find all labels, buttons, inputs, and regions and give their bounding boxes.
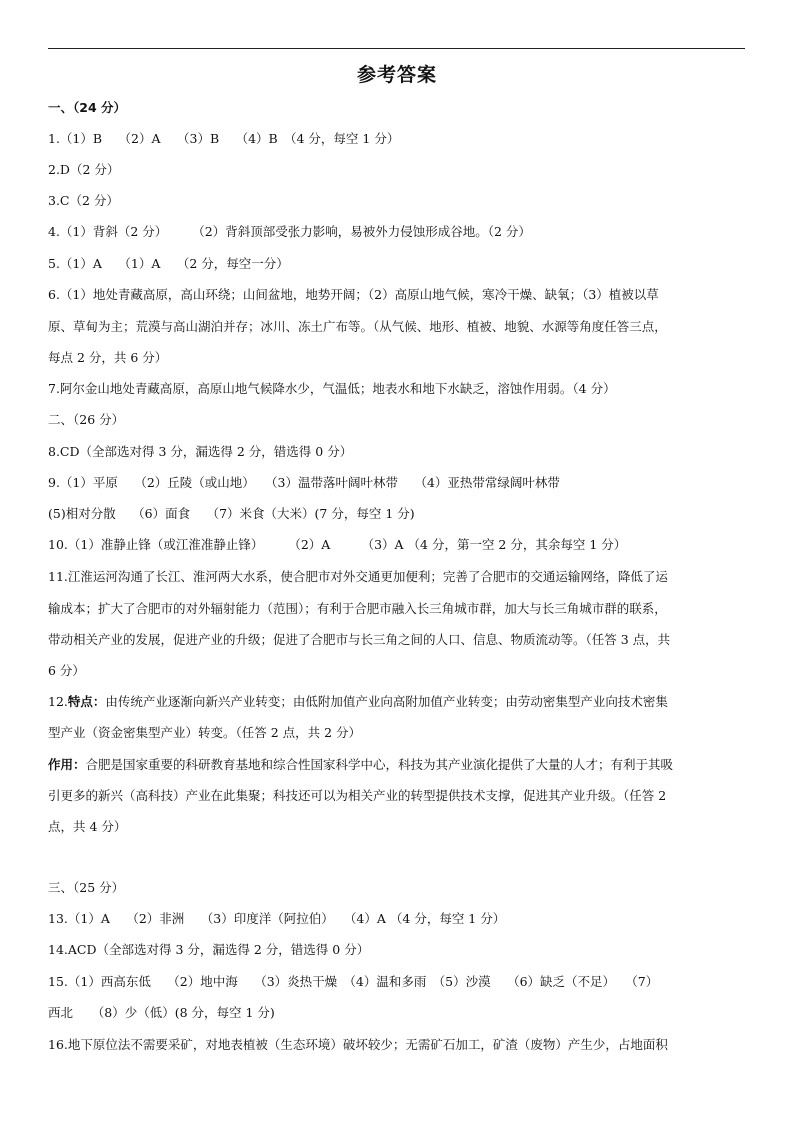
answer-q15-line2: 西北 （8）少（低）(8 分，每空 1 分) bbox=[48, 1005, 275, 1020]
section-heading-3: 三、（25 分） bbox=[48, 880, 125, 895]
answer-q11-line1: 11.江淮运河沟通了长江、淮河两大水系，使合肥市对外交通更加便利；完善了合肥市的交通运输网络，降低了运 bbox=[48, 569, 668, 584]
answer-q14: 14.ACD（全部选对得 3 分，漏选得 2 分，错选得 0 分） bbox=[48, 942, 370, 957]
answer-q11-line2: 输成本；扩大了合肥市的对外辐射能力（范围）；有利于合肥市融入长三角城市群，加大与长三角城市群的联系， bbox=[48, 601, 667, 616]
section-heading-2: 二、（26 分） bbox=[48, 412, 125, 427]
answer-q6-line2: 原、草甸为主；荒漠与高山湖泊并存；冰川、冻土广布等。（从气候、地形、植被、地貌、水源等角度任答三点， bbox=[48, 319, 667, 334]
answer-q12-line1 bbox=[48, 694, 748, 710]
answer-q9-line1: 9.（1）平原 （2）丘陵（或山地） （3）温带落叶阔叶林带 （4）亚热带常绿阔叶林带 bbox=[48, 475, 560, 490]
answer-q12-label-features: 特点： bbox=[67, 694, 106, 709]
answer-q10: 10.（1）准静止锋（或江淮准静止锋） （2）A （3）A （4 分，第一空 2 分，其余每空 1 分） bbox=[48, 537, 627, 552]
answer-q15-line1: 15.（1）西高东低 （2）地中海 （3）炎热干燥 （4）温和多雨 （5）沙漠 （6）缺乏（不足） （7） bbox=[48, 974, 659, 989]
answer-q12-number: 12. bbox=[48, 694, 68, 709]
page-title: 参考答案 bbox=[356, 64, 437, 86]
answer-q12-line5: 点，共 4 分） bbox=[48, 819, 127, 834]
answer-q12-line4: 引更多的新兴（高科技）产业在此集聚；科技还可以为相关产业的转型提供技术支撑，促进其产业升级。（任答 2 bbox=[48, 788, 667, 803]
answer-q4: 4.（1）背斜（2 分） （2）背斜顶部受张力影响，易被外力侵蚀形成谷地。（2 分） bbox=[48, 224, 531, 239]
answer-q8: 8.CD（全部选对得 3 分，漏选得 2 分，错选得 0 分） bbox=[48, 444, 353, 459]
header-rule bbox=[48, 48, 745, 49]
answer-q12-features-text: 由传统产业逐渐向新兴产业转变；由低附加值产业向高附加值产业转变；由劳动密集型产业向技术密集 bbox=[105, 694, 668, 709]
answer-q6-line1: 6.（1）地处青藏高原，高山环绕；山间盆地，地势开阔；（2）高原山地气候，寒冷干燥、缺氧；（3）植被以草 bbox=[48, 287, 659, 302]
answer-q16-line1: 16.地下原位法不需要采矿，对地表植被（生态环境）破坏较少；无需矿石加工，矿渣（废物）产生少，占地面积 bbox=[48, 1037, 668, 1052]
answer-q5: 5.（1）A （1）A （2 分，每空一分） bbox=[48, 256, 289, 271]
answer-q11-line4: 6 分） bbox=[48, 663, 85, 678]
answer-q7: 7.阿尔金山地处青藏高原，高原山地气候降水少，气温低；地表水和地下水缺乏，溶蚀作用弱。（4 分） bbox=[48, 381, 616, 396]
answer-q12-line2: 型产业（资金密集型产业）转变。（任答 2 点，共 2 分） bbox=[48, 725, 362, 740]
answer-q2: 2.D（2 分） bbox=[48, 162, 120, 177]
answer-q12-role-text: 合肥是国家重要的科研教育基地和综合性国家科学中心，科技为其产业演化提供了大量的人才；有利于其吸 bbox=[85, 757, 674, 772]
answer-q13: 13.（1）A （2）非洲 （3）印度洋（阿拉伯） （4）A （4 分，每空 1 分） bbox=[48, 911, 506, 926]
answer-q12-label-role: 作用： bbox=[48, 757, 86, 772]
section-heading-1: 一、（24 分） bbox=[48, 100, 126, 115]
answer-q12-line3 bbox=[48, 757, 748, 773]
answer-q9-line2: (5)相对分散 （6）面食 （7）米食（大米）(7 分，每空 1 分) bbox=[48, 506, 415, 521]
answer-q1: 1.（1）B （2）A （3）B （4）B （4 分，每空 1 分） bbox=[48, 131, 400, 146]
answer-q11-line3: 带动相关产业的发展，促进产业的升级；促进了合肥市与长三角之间的人口、信息、物质流动等。（任答 3 点，共 bbox=[48, 632, 671, 647]
answer-q3: 3.C（2 分） bbox=[48, 193, 119, 208]
answer-q6-line3: 每点 2 分，共 6 分） bbox=[48, 350, 168, 365]
